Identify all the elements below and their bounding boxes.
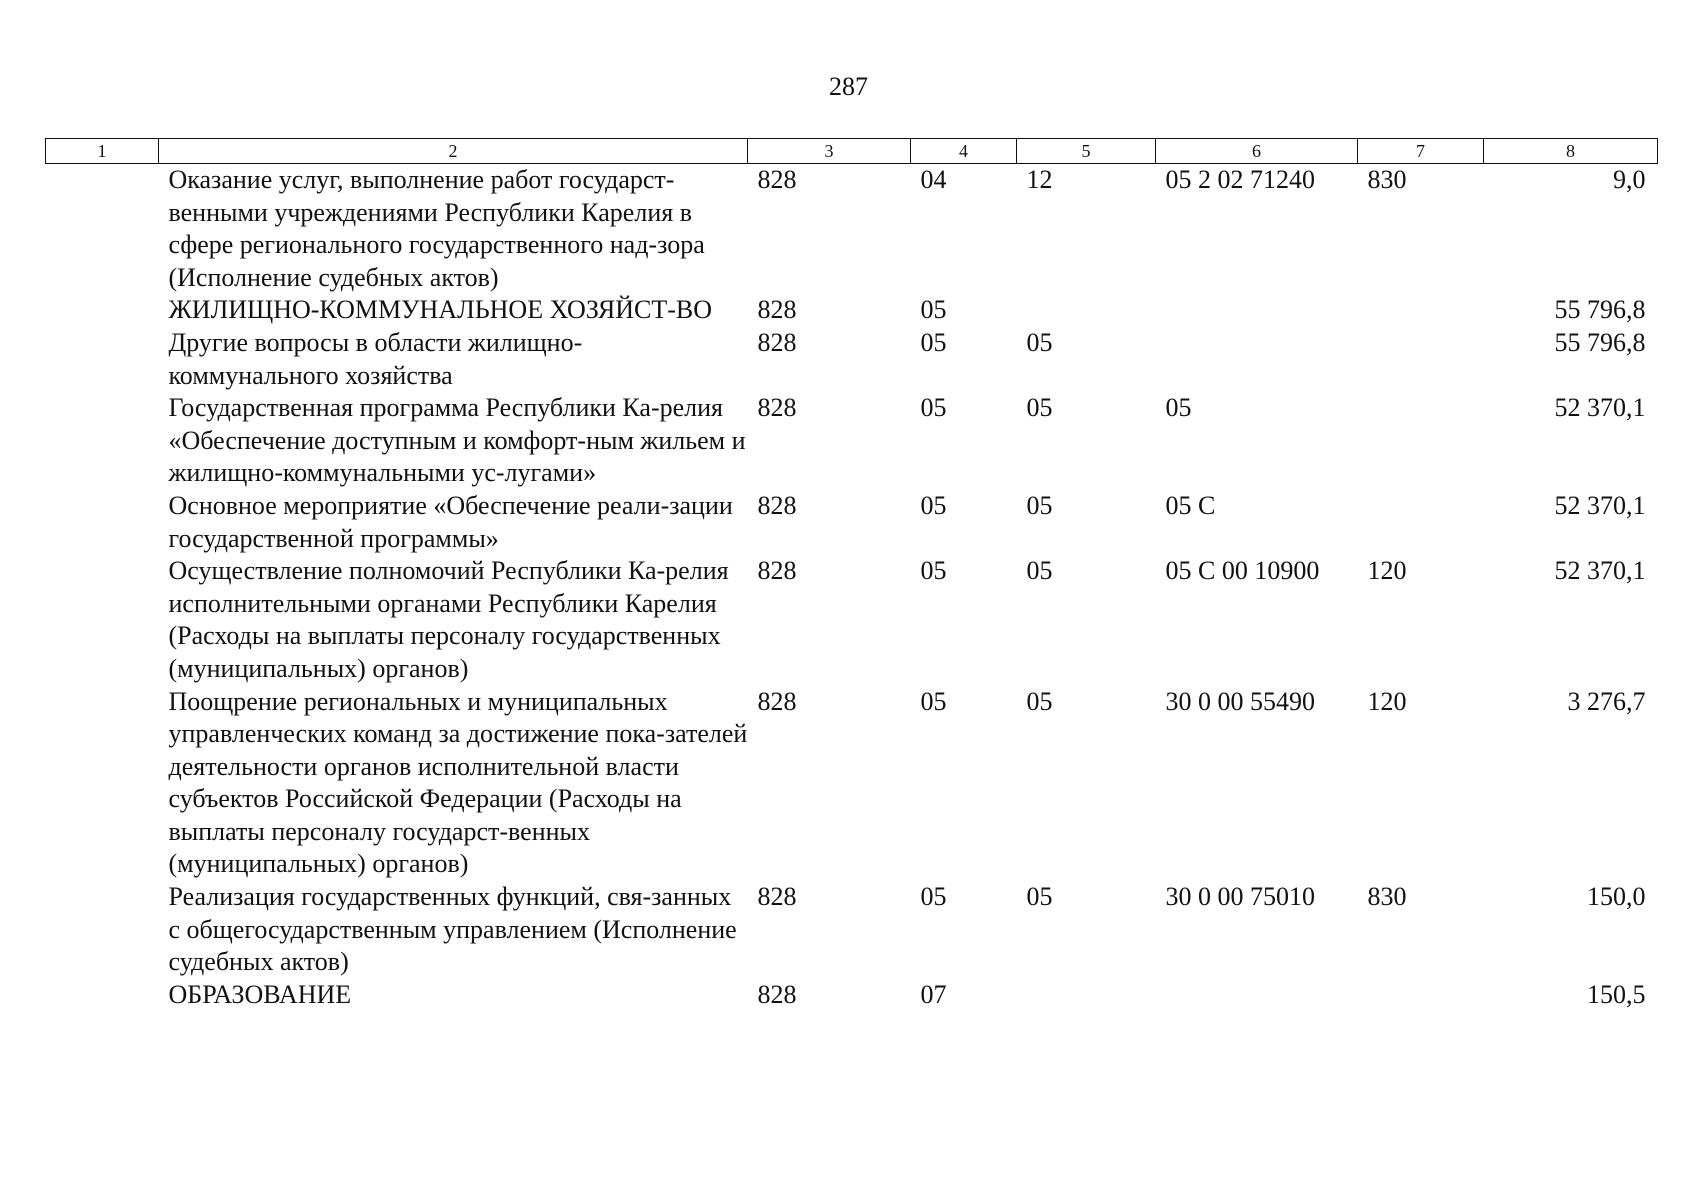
cell-col1 [46,490,159,555]
table-row [46,555,1658,685]
cell-col3: 828 [757,165,797,194]
cell-amount: 9,0 [1613,165,1646,194]
cell-col6 [1156,327,1358,392]
cell-col6: 30 0 00 55490 [1165,686,1315,716]
cell-col6: 05 2 02 71240 [1165,165,1315,194]
column-header-row [46,139,1658,164]
cell-col3: 828 [757,327,797,357]
cell-col1 [46,555,159,685]
column-header-1: 1 [46,139,159,164]
cell-col1 [46,881,159,979]
cell-amount: 52 370,1 [1554,490,1646,520]
cell-amount: 55 796,8 [1554,295,1646,325]
cell-amount: 3 276,7 [1567,686,1646,716]
cell-col5: 05 [1026,327,1053,357]
cell-description: Основное мероприятие «Обеспечение реали-зации государственной программы» [168,490,733,553]
cell-col3: 828 [757,979,797,1009]
cell-description: ЖИЛИЩНО-КОММУНАЛЬНОЕ ХОЗЯЙСТ-ВО [168,295,712,325]
cell-description: Реализация государственных функций, свя-занных с общегосударственным управлением (Исполнение судебных актов) [168,882,737,977]
cell-col3: 828 [757,393,797,423]
column-header-5: 5 [1017,139,1156,164]
cell-col3: 828 [757,686,797,716]
page-number: 287 [829,72,868,101]
column-header-8: 8 [1484,139,1658,164]
cell-col5: 12 [1026,165,1053,194]
cell-col7 [1358,490,1484,555]
column-header-6: 6 [1156,139,1358,164]
cell-description: Поощрение региональных и муниципальных управленческих команд за достижение пока-зателей деятельности органов исполнительной власти субъектов Российской Федерации (Расходы на выплаты персоналу государст-венных (муниципальных) органов) [168,686,748,879]
cell-col4: 05 [920,556,947,586]
cell-col6 [1156,294,1358,327]
cell-amount: 52 370,1 [1554,393,1646,423]
table-row [46,392,1658,490]
column-header-2: 2 [159,139,748,164]
cell-col6: 05 С 00 10900 [1165,556,1320,586]
cell-col7 [1358,327,1484,392]
cell-col4: 07 [920,979,947,1009]
cell-col5: 05 [1026,490,1053,520]
cell-col5: 05 [1026,556,1053,586]
cell-col4: 04 [920,165,947,194]
cell-col1 [46,979,159,1012]
cell-amount: 150,5 [1587,979,1646,1009]
cell-description: Оказание услуг, выполнение работ государст-венными учреждениями Республики Карелия в сфере регионального государственного над-зора (Исполнение судебных актов) [168,165,705,292]
cell-col7: 830 [1367,165,1407,194]
cell-col7: 830 [1367,882,1407,912]
cell-description: Государственная программа Республики Ка-релия «Обеспечение доступным и комфорт-ным жильем и жилищно-коммунальными ус-лугами» [168,393,746,488]
column-header-3: 3 [748,139,911,164]
budget-table [45,138,1658,1011]
cell-col5: 05 [1026,882,1053,912]
cell-amount: 52 370,1 [1554,556,1646,586]
cell-col5 [1017,294,1156,327]
cell-col5: 05 [1026,686,1053,716]
cell-col4: 05 [920,327,947,357]
table-row [46,327,1658,392]
cell-description: ОБРАЗОВАНИЕ [168,979,352,1009]
cell-col6: 05 С [1165,490,1216,520]
cell-col4: 05 [920,490,947,520]
cell-col4: 05 [920,882,947,912]
table-row [46,979,1658,1012]
cell-col6 [1156,979,1358,1012]
column-header-4: 4 [911,139,1017,164]
cell-col6: 30 0 00 75010 [1165,882,1315,912]
cell-col3: 828 [757,295,797,325]
cell-col7: 120 [1367,686,1407,716]
cell-description: Осуществление полномочий Республики Ка-релия исполнительными органами Республики Карелия (Расходы на выплаты персоналу государственных (муниципальных) органов) [168,556,729,683]
cell-col3: 828 [757,490,797,520]
cell-description: Другие вопросы в области жилищно-коммунального хозяйства [168,327,583,390]
table-row [46,881,1658,979]
cell-col4: 05 [920,393,947,423]
cell-col1 [46,686,159,882]
cell-col1 [46,164,159,295]
cell-col4: 05 [920,686,947,716]
cell-col7 [1358,979,1484,1012]
cell-col7 [1358,392,1484,490]
cell-amount: 150,0 [1587,882,1646,912]
cell-col7 [1358,294,1484,327]
cell-col3: 828 [757,882,797,912]
cell-col6: 05 [1165,393,1192,423]
table-row [46,294,1658,327]
table-row [46,164,1658,295]
cell-col1 [46,392,159,490]
cell-col5: 05 [1026,393,1053,423]
cell-col3: 828 [757,556,797,586]
column-header-7: 7 [1358,139,1484,164]
cell-col5 [1017,979,1156,1012]
cell-col7: 120 [1367,556,1407,586]
table-row [46,686,1658,882]
cell-col1 [46,294,159,327]
cell-amount: 55 796,8 [1554,327,1646,357]
table-row [46,490,1658,555]
cell-col1 [46,327,159,392]
cell-col4: 05 [920,295,947,325]
